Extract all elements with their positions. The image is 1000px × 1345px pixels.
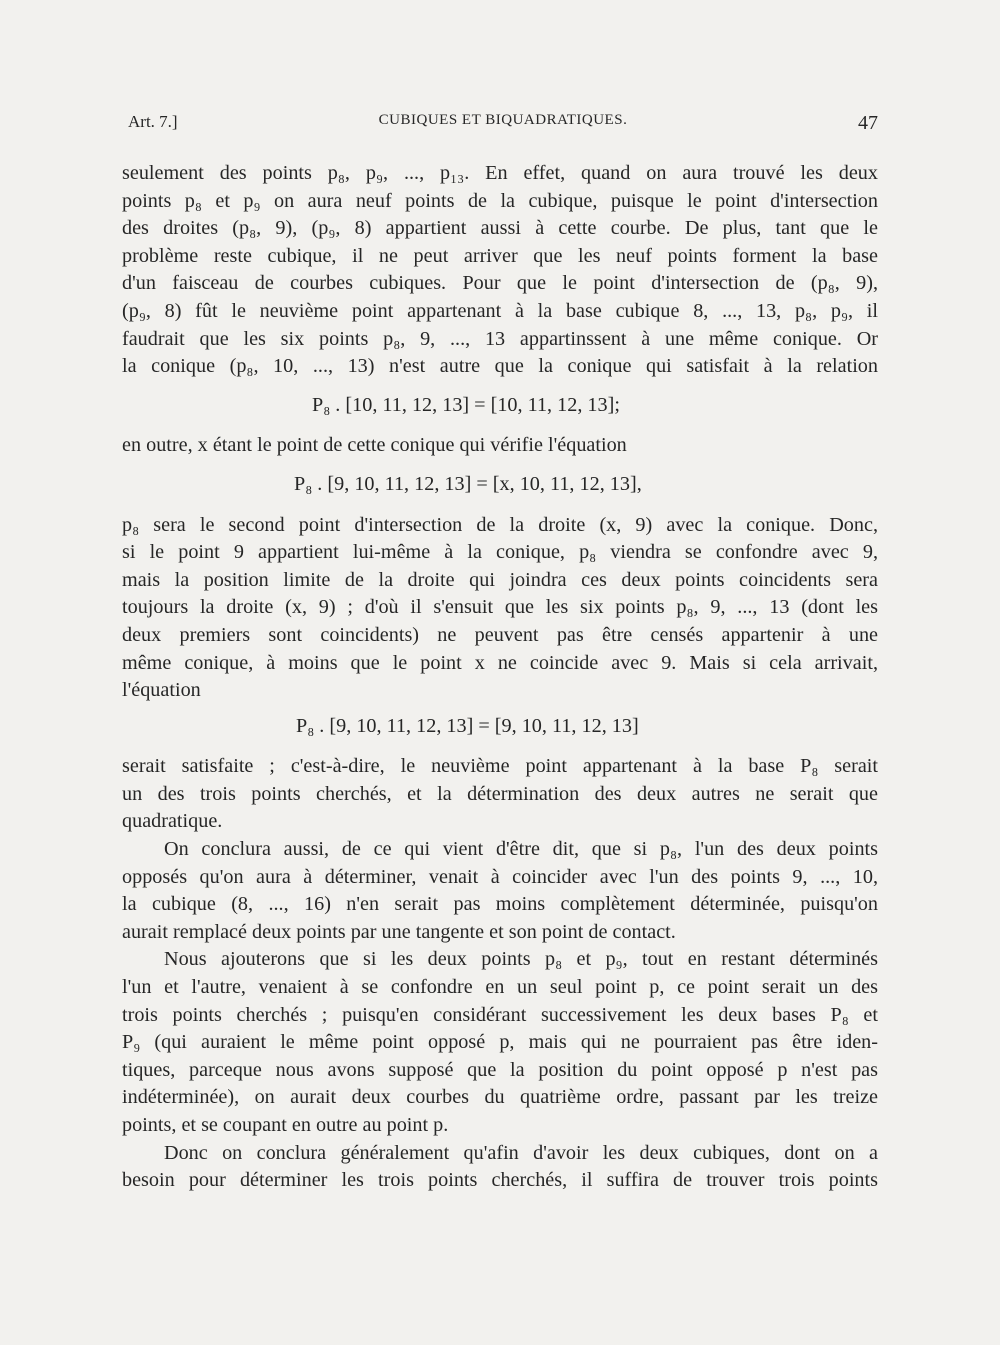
text-line: d'un faisceau de courbes cubiques. Pour que le point d'intersection de (p₈, 9), — [122, 272, 878, 295]
text-line: mais la position limite de la droite qui joindra ces deux points coincidents sera — [122, 568, 878, 591]
body-text — [122, 160, 878, 1195]
text-line: aurait remplacé deux points par une tangente et son point de contact. — [122, 920, 676, 943]
text-line: quadratique. — [122, 810, 223, 833]
text-line: points p₈ et p₉ on aura neuf points de la cubique, puisque le point d'intersection — [122, 189, 878, 212]
text-line: On conclura aussi, de ce qui vient d'être dit, que si p₈, l'un des deux points — [164, 838, 878, 861]
text-line: indéterminée), on aurait deux courbes du quatrième ordre, passant par les treize — [122, 1086, 878, 1109]
equation: P₈ . [10, 11, 12, 13] = [10, 11, 12, 13]; — [312, 393, 620, 416]
text-line: P₉ (qui auraient le même point opposé p, mais qui ne pourraient pas être iden- — [122, 1031, 878, 1054]
equation: P₈ . [9, 10, 11, 12, 13] = [9, 10, 11, 12, 13] — [296, 714, 639, 737]
paragraph — [122, 836, 878, 946]
text-line: un des trois points cherchés, et la détermination des deux autres ne serait que — [122, 782, 878, 805]
text-line: trois points cherchés ; puisqu'en considérant successivement les deux bases P₈ et — [122, 1003, 878, 1026]
text-line: en outre, x étant le point de cette conique qui vérifie l'équation — [122, 434, 627, 457]
text-line: même conique, à moins que le point x ne coincide avec 9. Mais si cela arrivait, — [122, 651, 878, 674]
article-reference: Art. 7.] — [128, 112, 178, 131]
paragraph — [122, 946, 878, 1139]
text-line: tiques, parceque nous avons supposé que la position du point opposé p n'est pas — [122, 1058, 878, 1081]
running-title: CUBIQUES ET BIQUADRATIQUES. — [378, 112, 628, 128]
paragraph — [122, 1140, 878, 1195]
text-line: l'équation — [122, 679, 201, 702]
text-line: besoin pour déterminer les trois points cherchés, il suffira de trouver trois points — [122, 1169, 878, 1192]
page-number: 47 — [858, 112, 878, 134]
text-line: des droites (p₈, 9), (p₉, 8) appartient aussi à cette courbe. De plus, tant que le — [122, 217, 878, 240]
paragraph — [122, 432, 878, 460]
text-line: seulement des points p₈, p₉, ..., p₁₃. En effet, quand on aura trouvé les deux — [122, 162, 878, 184]
text-line: l'un et l'autre, venaient à se confondre en un seul point p, ce point serait un des — [122, 976, 878, 999]
paragraph — [122, 512, 878, 705]
text-line: problème reste cubique, il ne peut arriver que les neuf points forment la base — [122, 244, 878, 267]
paragraph — [122, 753, 878, 836]
text-line: serait satisfaite ; c'est-à-dire, le neuvième point appartenant à la base P₈ serait — [122, 755, 878, 778]
text-line: la cubique (8, ..., 16) n'en serait pas moins complètement déterminée, puisqu'on — [122, 893, 878, 916]
text-line: Nous ajouterons que si les deux points p₈ et p₉, tout en restant déterminés — [164, 948, 878, 971]
text-line: si le point 9 appartient lui-même à la conique, p₈ viendra se confondre avec 9, — [122, 541, 878, 564]
text-line: toujours la droite (x, 9) ; d'où il s'ensuit que les six points p₈, 9, ..., 13 (dont les — [122, 596, 878, 619]
text-line: opposés qu'on aura à déterminer, venait à coincider avec l'un des points 9, ..., 10, — [122, 865, 878, 888]
text-line: p₈ sera le second point d'intersection de la droite (x, 9) avec la conique. Donc, — [122, 513, 878, 536]
running-header — [128, 112, 878, 142]
equation: P₈ . [9, 10, 11, 12, 13] = [x, 10, 11, 12, 13], — [294, 472, 642, 495]
paragraph — [122, 160, 878, 381]
text-line: points, et se coupant en outre au point p. — [122, 1114, 449, 1136]
text-line: (p₉, 8) fût le neuvième point appartenant à la base cubique 8, ..., 13, p₈, p₉, il — [122, 299, 878, 322]
text-line: deux premiers sont coincidents) ne peuvent pas être censés appartenir à une — [122, 623, 878, 646]
text-line: Donc on conclura généralement qu'afin d'avoir les deux cubiques, dont on a — [164, 1141, 878, 1164]
text-line: la conique (p₈, 10, ..., 13) n'est autre que la conique qui satisfait à la relation — [122, 355, 878, 378]
text-line: faudrait que les six points p₈, 9, ..., 13 appartinssent à une même conique. Or — [122, 327, 878, 350]
